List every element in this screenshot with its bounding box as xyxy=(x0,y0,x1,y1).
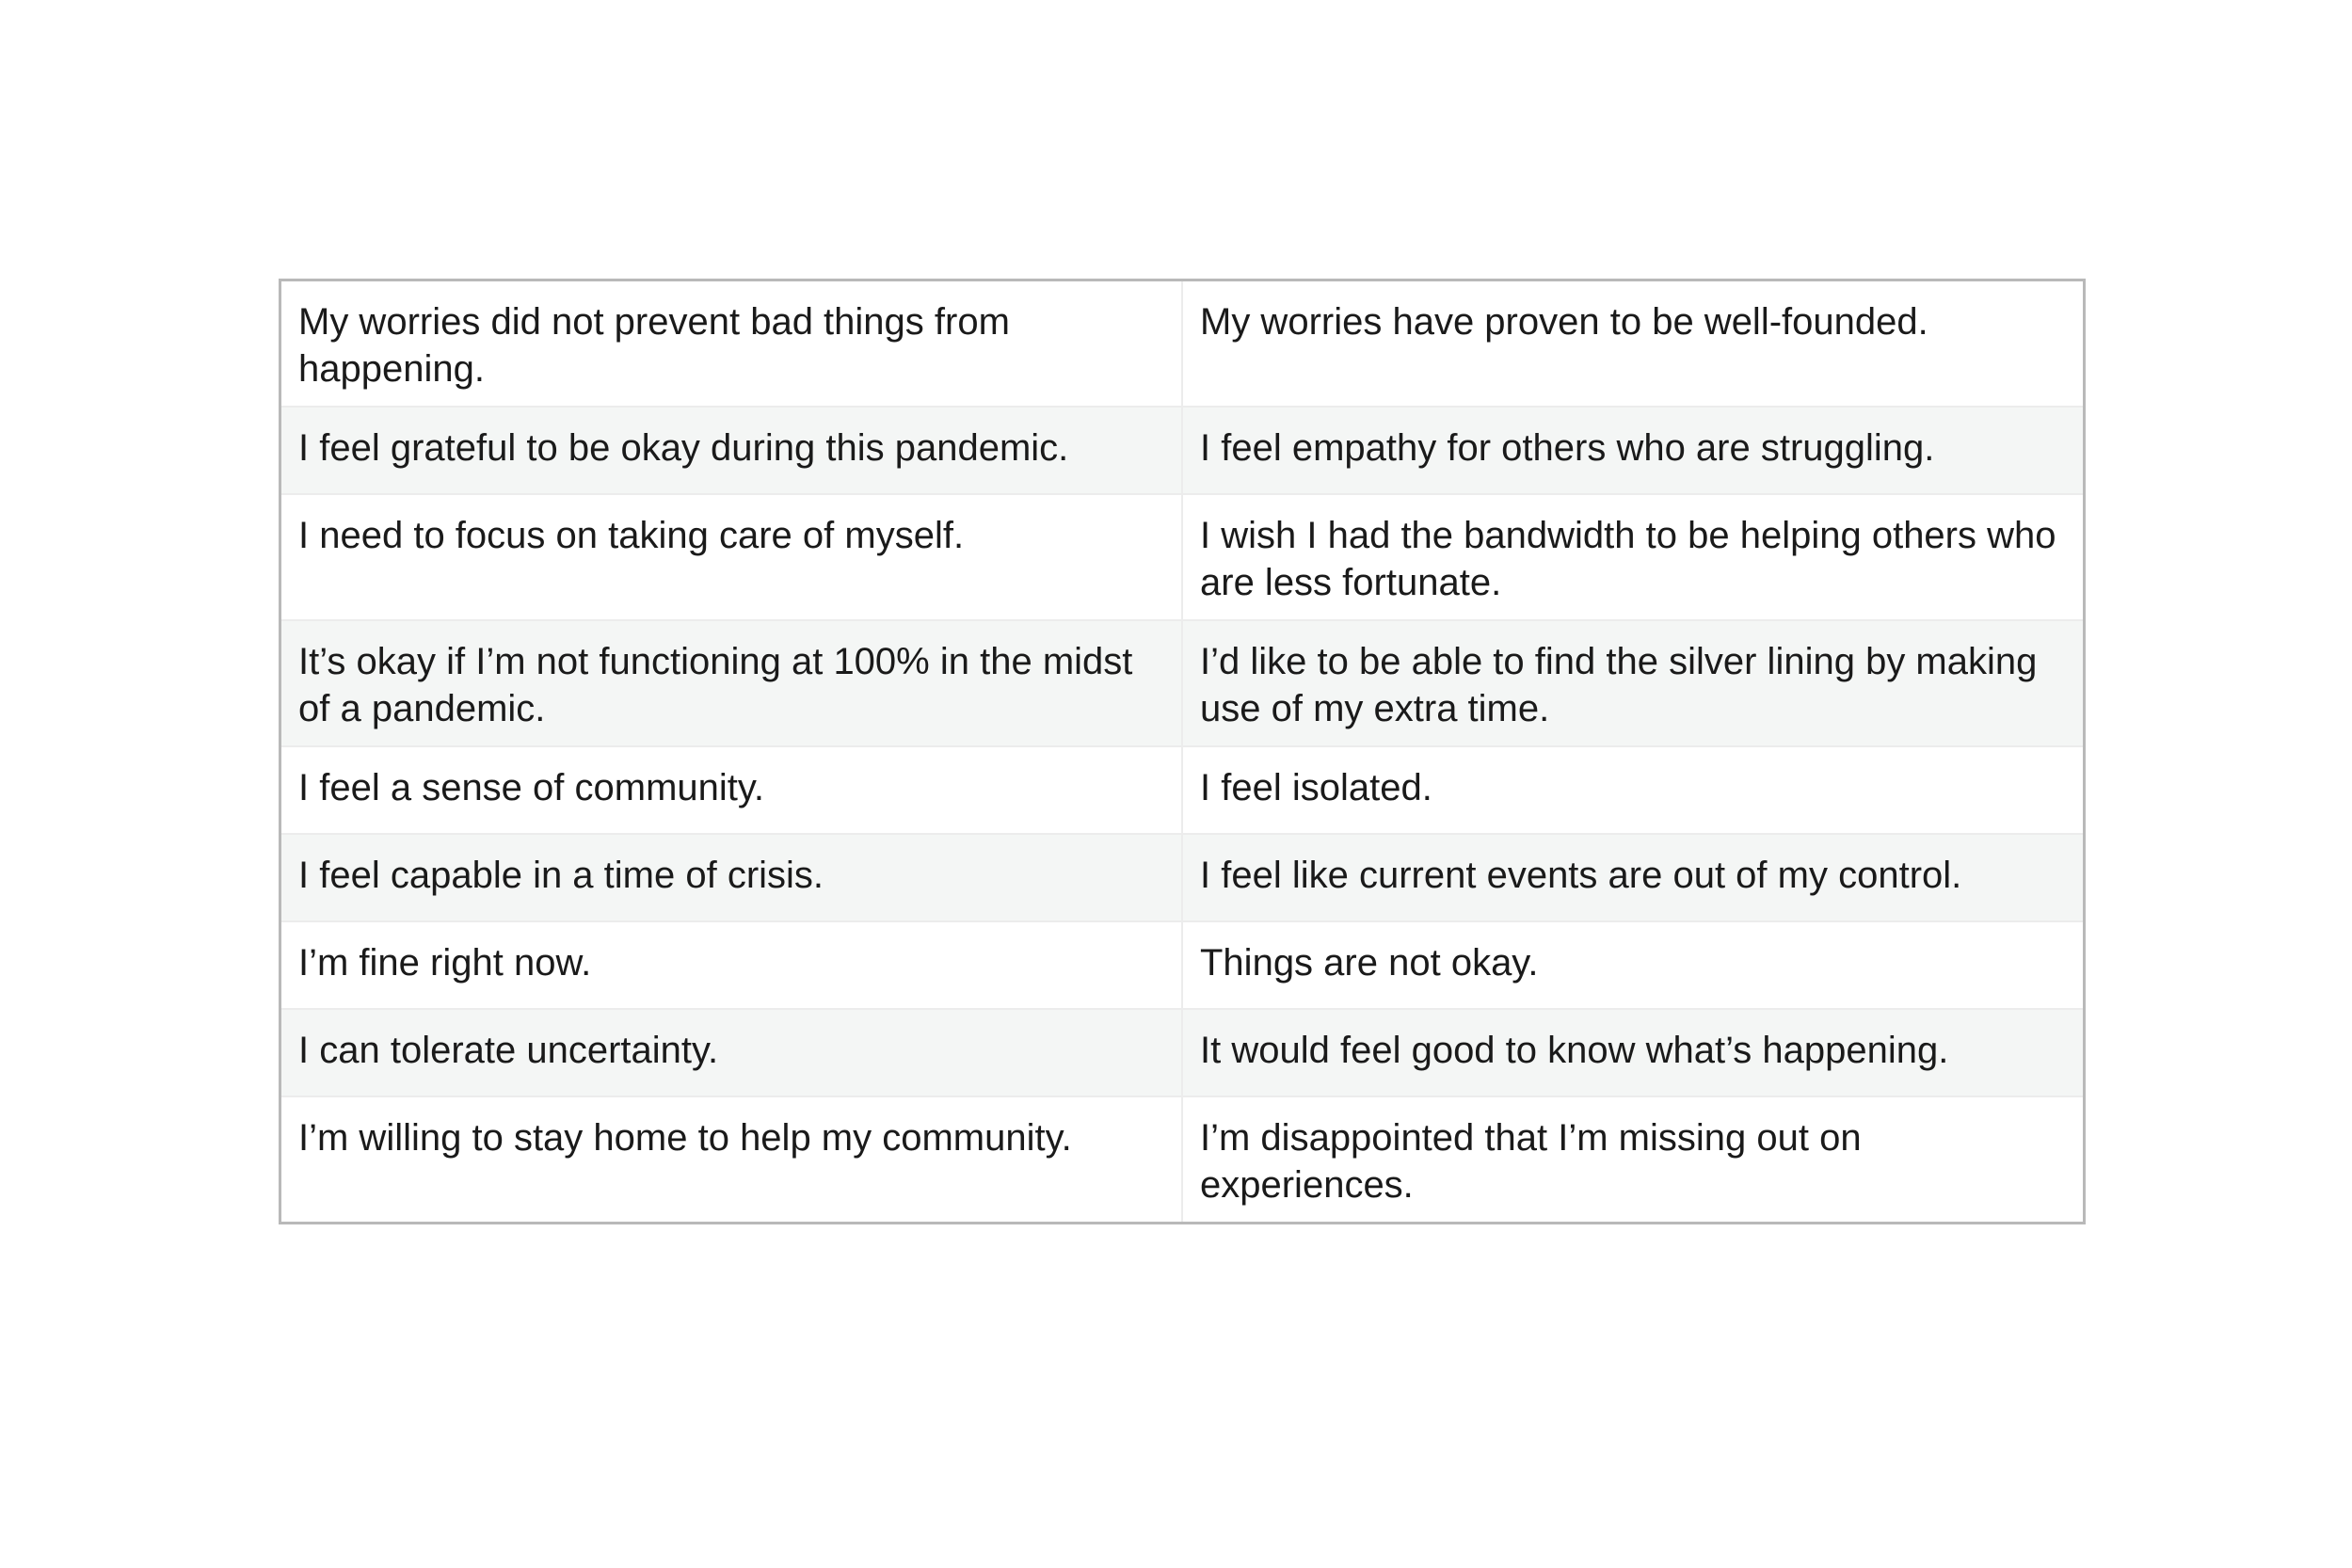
table-cell-left: I feel capable in a time of crisis. xyxy=(280,834,1183,921)
table-row xyxy=(280,921,2085,1009)
table-cell-left: I feel a sense of community. xyxy=(280,746,1183,834)
table-cell-left: I’m willing to stay home to help my community. xyxy=(280,1096,1183,1224)
statement-pairs-table xyxy=(279,279,2086,1224)
table-row xyxy=(280,280,2085,408)
table-cell-right: It would feel good to know what’s happening. xyxy=(1182,1009,2085,1096)
table-row xyxy=(280,1096,2085,1224)
table-cell-right: I’m disappointed that I’m missing out on experiences. xyxy=(1182,1096,2085,1224)
table-cell-left: I can tolerate uncertainty. xyxy=(280,1009,1183,1096)
table-body xyxy=(280,280,2085,1224)
table-cell-right: I feel empathy for others who are struggling. xyxy=(1182,407,2085,494)
table-cell-right: I feel like current events are out of my control. xyxy=(1182,834,2085,921)
table-row xyxy=(280,1009,2085,1096)
table-cell-left: It’s okay if I’m not functioning at 100% in the midst of a pandemic. xyxy=(280,620,1183,746)
table-row xyxy=(280,494,2085,620)
table-cell-right: My worries have proven to be well-founded. xyxy=(1182,280,2085,408)
table-cell-left: My worries did not prevent bad things from happening. xyxy=(298,301,1010,390)
table-cell-right: I wish I had the bandwidth to be helping others who are less fortunate. xyxy=(1182,494,2085,620)
table-row xyxy=(280,620,2085,746)
table-cell-right: I’d like to be able to find the silver lining by making use of my extra time. xyxy=(1182,620,2085,746)
table-cell-left: I feel grateful to be okay during this pandemic. xyxy=(280,407,1183,494)
table-row xyxy=(280,834,2085,921)
table-row xyxy=(280,746,2085,834)
table-cell-right: Things are not okay. xyxy=(1182,921,2085,1009)
table-cell-right: I feel isolated. xyxy=(1182,746,2085,834)
table-cell-left: I’m fine right now. xyxy=(280,921,1183,1009)
table-row xyxy=(280,407,2085,494)
table-cell-left: I need to focus on taking care of myself. xyxy=(280,494,1183,620)
